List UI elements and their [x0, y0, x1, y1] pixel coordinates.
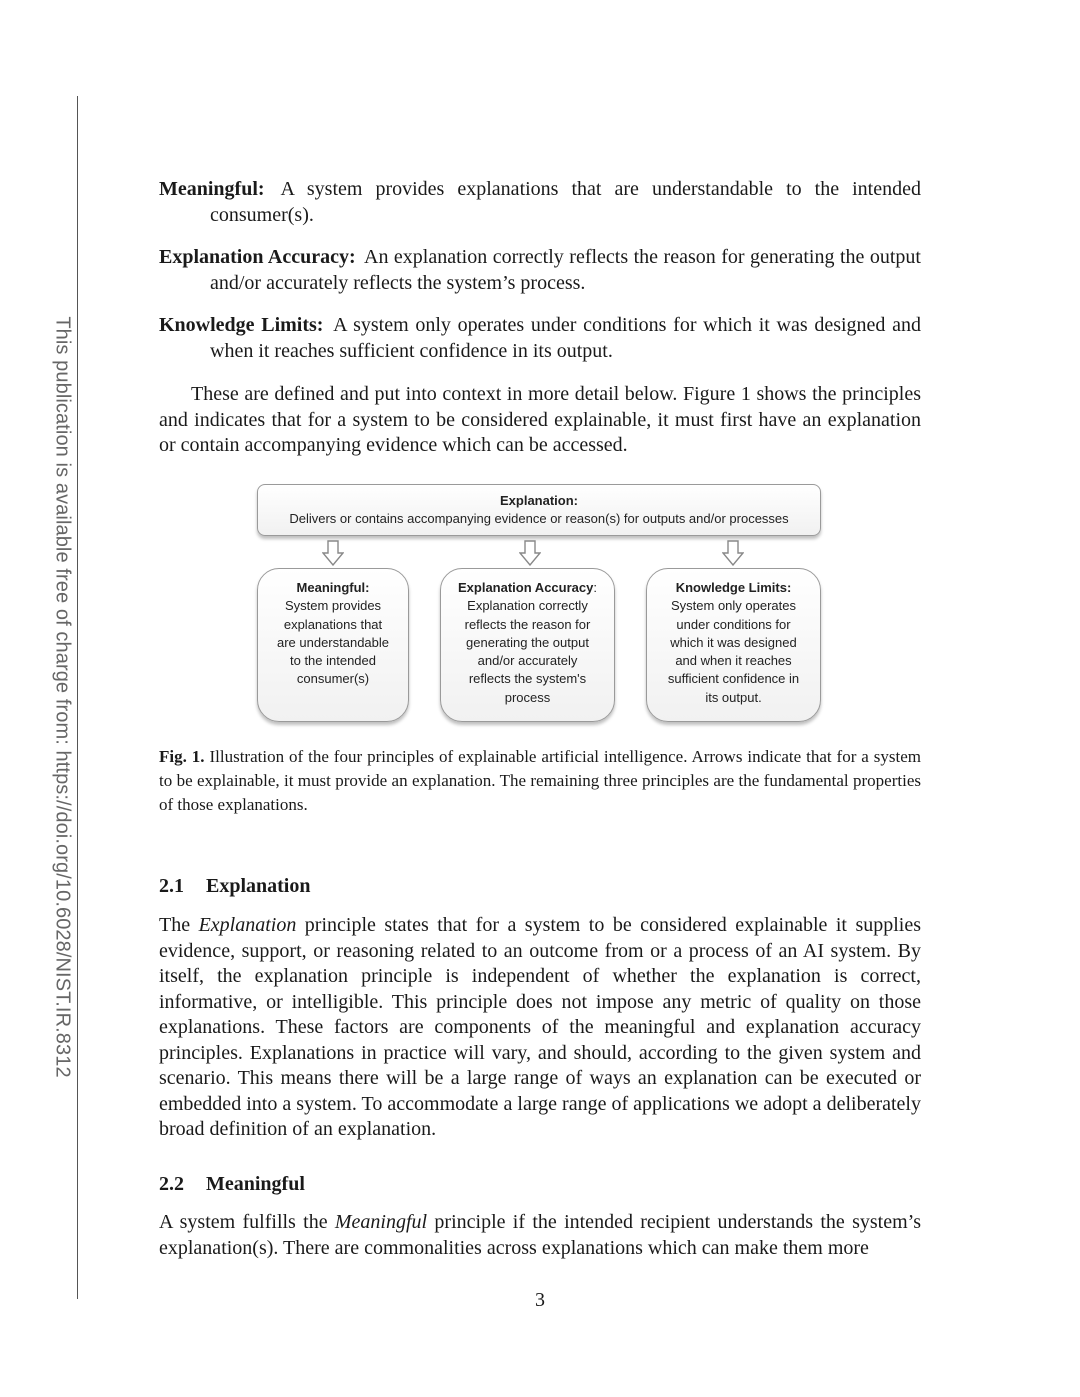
figure-box-title: Knowledge Limits: [675, 580, 792, 595]
figure-box-line: reflects the reason for [464, 616, 591, 632]
figure-box-title-colon: : [593, 580, 597, 595]
paragraph-text: principle states that for a system to be considered explainable it supplies evidence, support, or reasoning related to an outcome from or a process of an AI system. By itself, the explanation principle is independent of whether the explanation is correct, informative, or intelligible. This principle does not impose any metric of quality on those explanations. These factors are components of the meaningful and explanation accuracy principles. Explanations in practice will vary, and should, according to the given system and scenario. This means there will be a large range of ways an explanation can be executed or embedded into a system. To accommodate a large range of applications we adopt a deliberately broad definition of an explanation. [159, 914, 922, 1140]
figure-box-title: Meaningful: [296, 580, 370, 595]
section-number: 2.2 [159, 1173, 184, 1195]
section-title: Meaningful [206, 1173, 305, 1195]
definition-text: An explanation correctly reflects the reason for generating the output and/or accurately reflects the system’s process. [210, 246, 921, 294]
definition-list [159, 176, 921, 380]
paragraph-lead: The [159, 914, 191, 936]
figure-explanation-text: Delivers or contains accompanying evidence or reason(s) for outputs and/or processes [289, 511, 789, 526]
page-number: 3 [535, 1289, 545, 1311]
figure-box-line: reflects the system's [468, 671, 587, 687]
doi-sidebar-text: This publication is available free of charge from: https://doi.org/10.6028/NIST.IR.8312 [51, 316, 74, 1078]
paragraph-text: principle if the intended recipient understands the system’s explanation(s). There are commonalities across explanations which can make them more [159, 1211, 921, 1259]
section-number: 2.1 [159, 875, 184, 897]
figure-box-line: its output. [705, 689, 762, 705]
figure-explanation-box [257, 484, 821, 536]
intro-text: These are defined and put into context in more detail below. Figure 1 shows the principles and indicates that for a system to be considered explainable, it must first have an explanation or contain accompanying evidence which can be accessed. [159, 383, 921, 456]
figure-box-line: System only operates [670, 598, 796, 614]
figure-caption-text: Illustration of the four principles of explainable artificial intelligence. Arrows indicate that for a system to be explainable, it must provide an explanation. The remaining three principles are the fundamental properties of those explanations. [159, 747, 922, 814]
definition-term: Explanation Accuracy: [159, 246, 356, 268]
figure-1 [257, 484, 823, 724]
figure-box-line: which it was designed [670, 634, 797, 650]
figure-box-line: consumer(s) [296, 671, 370, 687]
figure-box-title: Explanation Accuracy [458, 580, 594, 595]
section-2-1-paragraph [159, 913, 921, 1143]
intro-paragraph [159, 382, 921, 459]
figure-meaningful-box [257, 568, 409, 722]
figure-explanation-title: Explanation: [499, 493, 578, 508]
section-2-1-body [159, 913, 921, 1143]
figure-box-line: generating the output [466, 634, 589, 650]
definition-knowledge-limits [159, 312, 921, 364]
figure-box-line: Explanation correctly [467, 598, 588, 614]
figure-caption-label: Fig. 1. [159, 747, 205, 766]
section-heading-2-1 [159, 873, 310, 899]
margin-rule [77, 96, 78, 1299]
definition-term: Meaningful: [159, 178, 265, 200]
down-arrow-icon [519, 540, 541, 566]
figure-box-line: System provides [284, 598, 382, 614]
principle-term: Meaningful [334, 1211, 428, 1233]
figure-box-line: are understandable [276, 634, 390, 650]
section-2-2-paragraph [159, 1210, 921, 1261]
figure-box-line: and/or accurately [477, 653, 578, 669]
figure-box-line: sufficient confidence in [667, 671, 800, 687]
definition-text: A system provides explanations that are understandable to the intended consumer(s). [210, 178, 921, 226]
principle-term: Explanation [198, 914, 297, 936]
figure-box-line: to the intended [289, 653, 377, 669]
definition-explanation-accuracy [159, 244, 921, 296]
down-arrow-icon [722, 540, 744, 566]
paragraph-lead: A system fulfills the [159, 1211, 328, 1233]
section-heading-2-2 [159, 1171, 305, 1197]
figure-explanation-accuracy-box [440, 568, 615, 722]
figure-knowledge-limits-box [646, 568, 821, 722]
definition-text: A system only operates under conditions for which it was designed and when it reaches sufficient confidence in its output. [210, 314, 921, 362]
figure-box-line: under conditions for [676, 616, 791, 632]
figure-box-title-row [447, 579, 608, 597]
section-2-2-body [159, 1210, 921, 1261]
figure-box-line: process [504, 689, 551, 705]
definition-term: Knowledge Limits: [159, 314, 324, 336]
section-title: Explanation [206, 875, 311, 897]
figure-box-line: and when it reaches [675, 653, 792, 669]
down-arrow-icon [322, 540, 344, 566]
definition-meaningful [159, 176, 921, 228]
figure-caption [159, 745, 921, 817]
figure-box-line: explanations that [283, 616, 383, 632]
